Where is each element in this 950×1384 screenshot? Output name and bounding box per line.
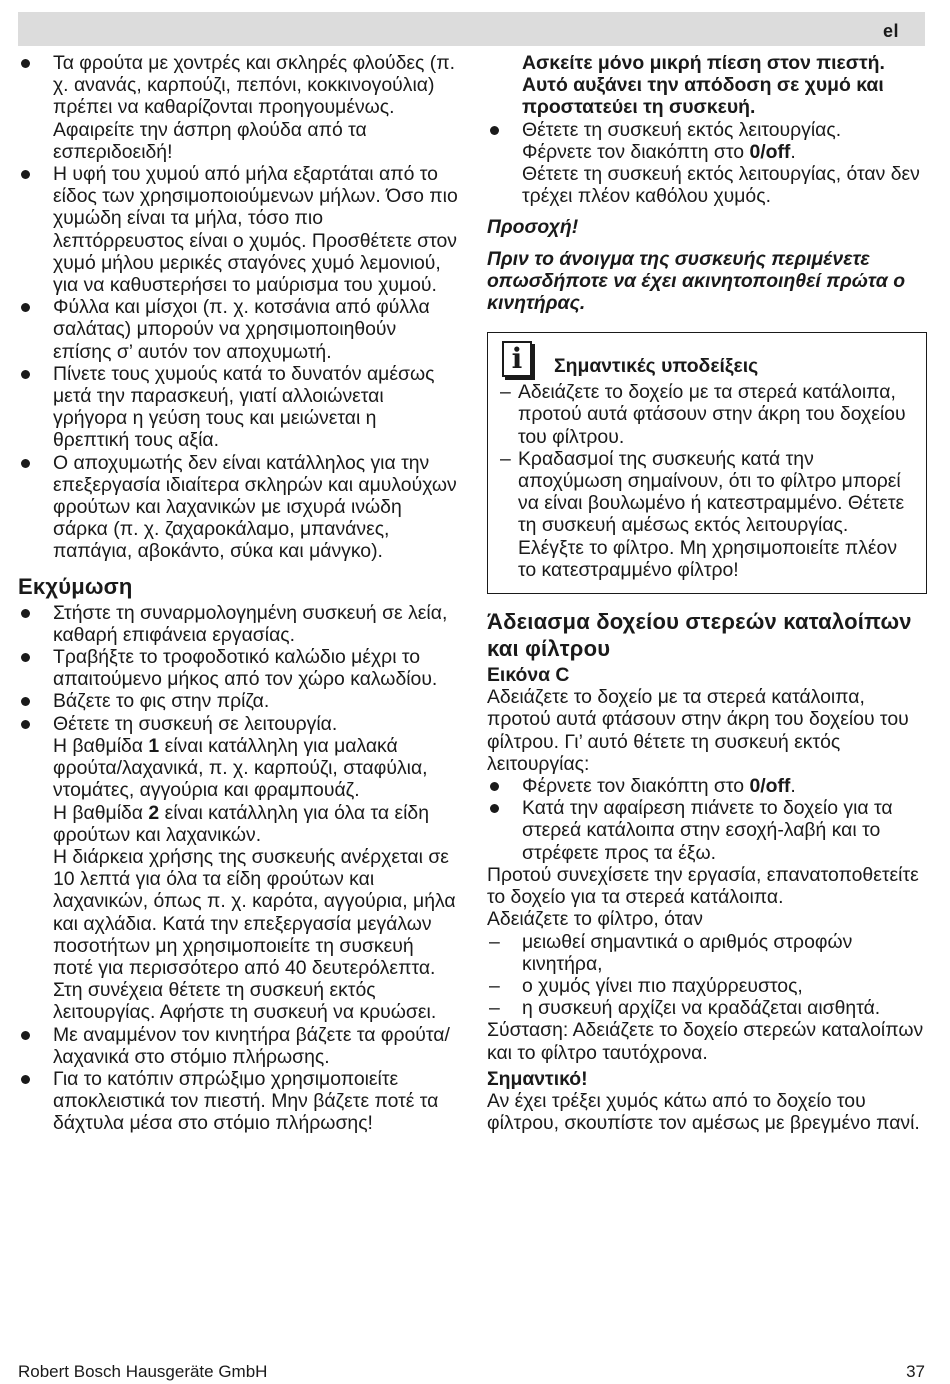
important-notes-box xyxy=(487,332,927,594)
left-column xyxy=(18,52,458,1135)
caution-text: Πριν το άνοιγμα της συσκευής περιμένετε οπωσδήποτε να έχει ακινητοποιηθεί πρώτα ο κινητήρας. xyxy=(487,247,906,315)
duration-text: Η διάρκεια χρήσης της συσκευής ανέρχεται σε 10 λεπτά για όλα τα είδη φρούτων και λαχανικών, όπως π. χ. καρότα, αγγούρια, μήλα και αχλάδια. Κατά την επεξεργασία μεγάλων ποσοτήτων μη χρησιμοποιείτε τη συσκευή ποτέ για περισσότερο από 40 δευτερόλεπτα. Στη συνέχεια θέτετε τη συσκευή εκτός λειτουργίας. Αφήστε τη συσκευή να κρυώσει. xyxy=(53,845,456,1024)
language-header-bar xyxy=(18,12,925,46)
notice-title: Σημαντικές υποδείξεις xyxy=(554,355,759,378)
filter-intro: Αδειάζετε το φίλτρο, όταν xyxy=(487,908,703,931)
speed-level-2: 2 xyxy=(148,801,160,824)
switch-position: 0/off xyxy=(749,140,791,163)
operate-instructions xyxy=(18,713,458,1024)
filter-condition: – η συσκευή αρχίζει να κραδάζεται αισθητά. xyxy=(487,997,927,1019)
list-item: Πίνετε τους χυμούς κατά το δυνατόν αμέσως μετά την παρασκευή, γιατί αλλοιώνεται γρήγορα η γεύση τους και μειώνεται η θρεπτική τους αξία. xyxy=(18,363,458,452)
list-item: Ο αποχυμωτής δεν είναι κατάλληλος για την επεξεργασία ιδιαίτερα σκληρών και αμυλούχων φρούτων και λαχανικών με ισχυρά ινώδη σάρκα (π. χ. ζαχαροκάλαμο, μπανάνες, παπάγια, αβοκάντο, σύκα και μάνγκο). xyxy=(18,452,458,563)
speed-level-1-text: Η βαθμίδα 1 είναι κατάλληλη για μαλακά φρούτα/λαχανικά, π. χ. καρπούζι, σταφύλια, ντομάτες, αγγούρια και φραμπουάζ. xyxy=(53,734,428,802)
footer-company: Robert Bosch Hausgeräte GmbH xyxy=(18,1362,268,1381)
caution-title: Προσοχή! xyxy=(487,216,579,239)
section-heading-juicing: Εκχύμωση xyxy=(18,573,133,599)
important-title: Σημαντικό! xyxy=(487,1067,588,1090)
list-item: Με αναμμένον τον κινητήρα βάζετε τα φρούτα/λαχανικά στο στόμιο πλήρωσης. xyxy=(18,1024,458,1068)
filter-condition: – ο χυμός γίνει πιο παχύρρευστος, xyxy=(487,975,927,997)
switch-off-line: Θέτετε τη συσκευή εκτός λειτουργίας. xyxy=(522,118,842,141)
language-code: el xyxy=(882,21,899,41)
list-item: Κατά την αφαίρεση πιάνετε το δοχείο για τα στερεά κατάλοιπα στην εσοχή-λαβή και το στρέφετε προς τα έξω. xyxy=(487,797,927,864)
switch-position: 0/off xyxy=(749,775,791,798)
page-number: 37 xyxy=(906,1362,925,1381)
list-item: Για το κατόπιν σπρώξιμο χρησιμοποιείτε αποκλειστικά τον πιεστή. Μην βάζετε ποτέ τα δάχτυλα μέσα στο στόμιο πλήρωσης! xyxy=(18,1068,458,1135)
operate-line: Θέτετε τη συσκευή σε λειτουργία. xyxy=(53,712,338,735)
filter-condition: – μειωθεί σημαντικά ο αριθμός στροφών κινητήρα, xyxy=(487,931,927,975)
switch-off-note: Θέτετε τη συσκευή εκτός λειτουργίας, όταν δεν τρέχει πλέον καθόλου χυμός. xyxy=(522,163,920,208)
switch-position-text: Φέρνετε τον διακόπτη στο 0/off. xyxy=(522,140,796,163)
speed-level-2-text: Η βαθμίδα 2 είναι κατάλληλη για όλα τα είδη φρούτων και λαχανικών. xyxy=(53,801,429,846)
figure-reference: Εικόνα C xyxy=(487,664,570,687)
section-heading-emptying: Άδειασμα δοχείου στερεών καταλοίπων και φίλτρου xyxy=(487,609,912,662)
list-item: Στήστε τη συναρμολογημένη συσκευή σε λεία, καθαρή επιφάνεια εργασίας. xyxy=(18,602,458,646)
notice-header xyxy=(498,341,916,377)
important-text: Αν έχει τρέξει χυμός κάτω από το δοχείο του φίλτρου, σκουπίστε τον αμέσως με βρεγμένο πανί. xyxy=(487,1089,920,1135)
emptying-intro: Αδειάζετε το δοχείο με τα στερεά κατάλοιπα, προτού αυτά φτάσουν στην άκρη του δοχείου του φίλτρου. Γι’ αυτό θέτετε τη συσκευή εκτός λειτουργίας: xyxy=(487,686,909,775)
pressure-note: Ασκείτε μόνο μικρή πίεση στον πιεστή. Αυτό αυξάνει την απόδοση σε χυμό και προστατεύει τη συσκευή. xyxy=(522,52,885,119)
info-icon: i xyxy=(502,341,532,377)
list-item: Φέρνετε τον διακόπτη στο 0/off. xyxy=(487,775,927,797)
list-item: Τραβήξτε το τροφοδοτικό καλώδιο μέχρι το απαιτούμενο μήκος από τον χώρο καλωδίου. xyxy=(18,646,458,690)
list-item: Βάζετε το φις στην πρίζα. xyxy=(18,690,458,712)
switch-off-item xyxy=(487,119,927,208)
notice-item: – Αδειάζετε το δοχείο με τα στερεά κατάλοιπα, προτού αυτά φτάσουν στην άκρη του δοχείου του φίλτρου. xyxy=(498,381,916,448)
recommendation-text: Σύσταση: Αδειάζετε το δοχείο στερεών καταλοίπων και το φίλτρο ταυτόχρονα. xyxy=(487,1019,924,1064)
list-item: Φύλλα και μίσχοι (π. χ. κοτσάνια από φύλλα σαλάτας) μπορούν να χρησιμοποιηθούν επίσης σ’ αυτόν τον αποχυμωτή. xyxy=(18,296,458,363)
list-item: Τα φρούτα με χοντρές και σκληρές φλούδες (π. χ. ανανάς, καρπούζι, πεπόνι, κοκκινογούλια) πρέπει να καθαρίζονται προηγουμένως. Αφαιρείτε την άσπρη φλούδα από τα εσπεριδοειδή! xyxy=(18,52,458,163)
continue-text: Προτού συνεχίσετε την εργασία, επανατοποθετείτε το δοχείο για τα στερεά κατάλοιπα. xyxy=(487,863,919,909)
notice-item: – Κραδασμοί της συσκευής κατά την αποχύμωση σημαίνουν, ότι το φίλτρο μπορεί να είναι βουλωμένο ή κατεστραμμένο. Θέτετε τη συσκευή αμέσως εκτός λειτουργίας. Ελέγξτε το φίλτρο. Μη χρησιμοποιείτε πλέον το κατεστραμμένο φίλτρο! xyxy=(498,448,916,581)
right-column xyxy=(487,52,927,1134)
speed-level-1: 1 xyxy=(148,734,160,757)
list-item: Η υφή του χυμού από μήλα εξαρτάται από το είδος των χρησιμοποιούμενων μήλων. Όσο πιο χυμώδη είναι τα μήλα, τόσο πιο λεπτόρρευστος είναι ο χυμός. Προσθέτετε στον χυμό μήλου μερικές σταγόνες χυμό λεμονιού, για να καθυστερήσει το μαύρισμα του χυμού. xyxy=(18,163,458,296)
